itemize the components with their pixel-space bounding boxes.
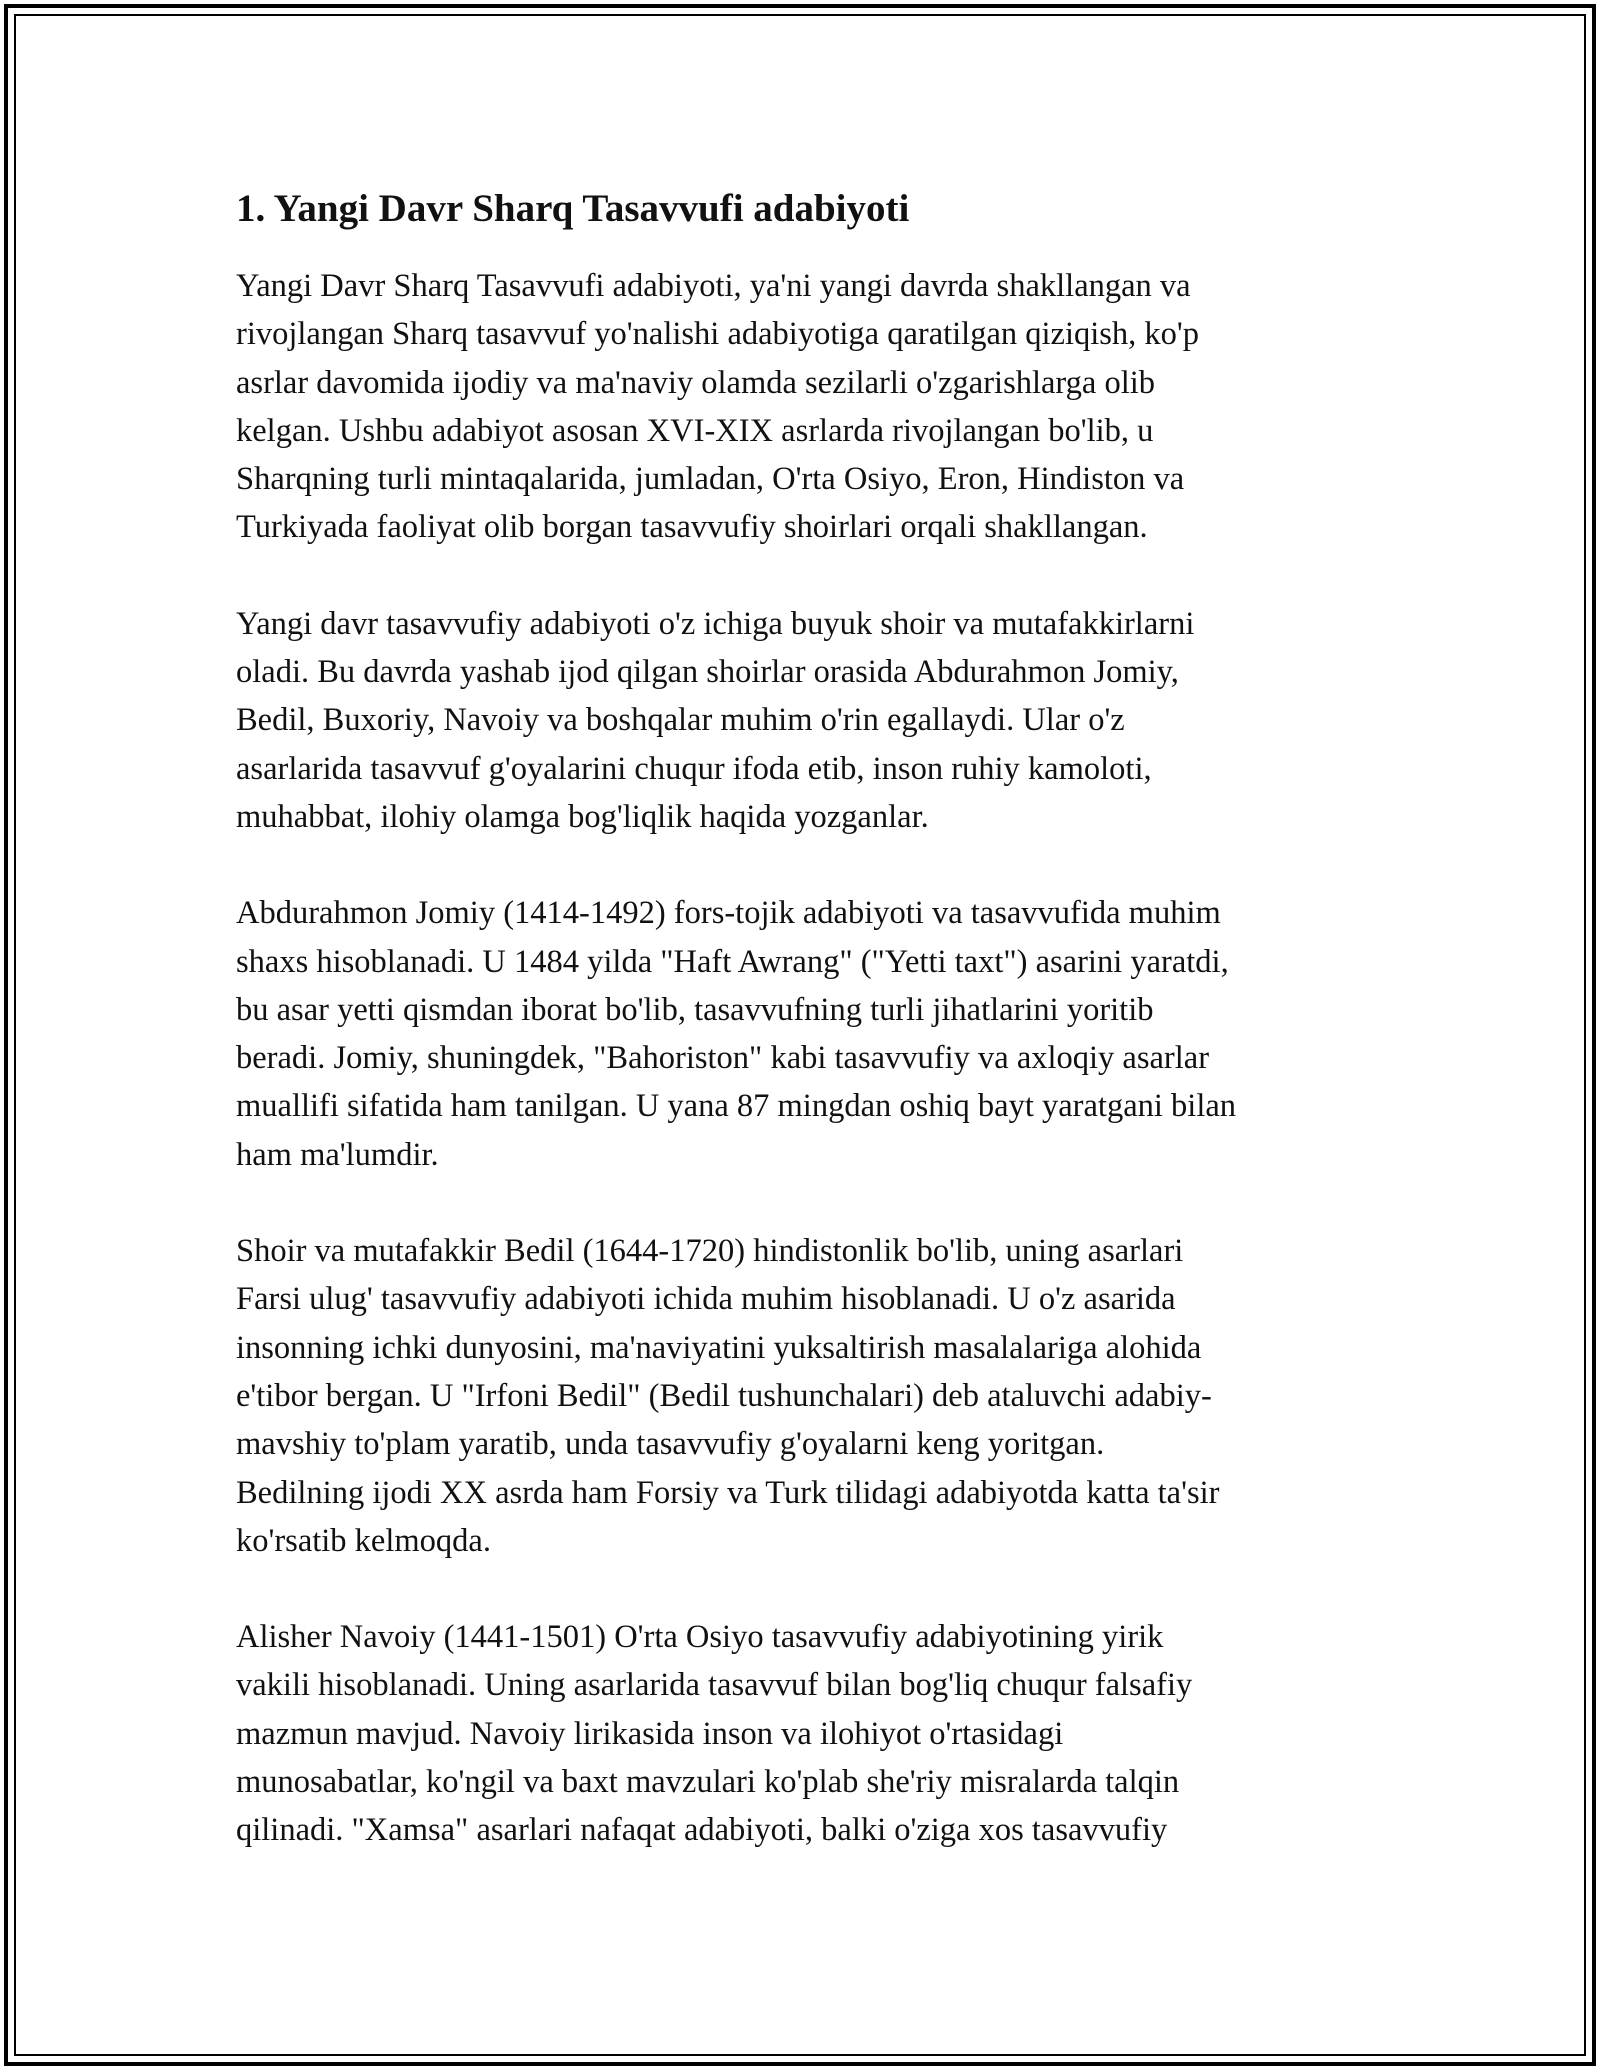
paragraph-bedil: Shoir va mutafakkir Bedil (1644-1720) hindistonlik bo'lib, uning asarlari Farsi ulug' tasavvufiy adabiyoti ichida muhim hisoblanadi. U o'z asarida insonning ichki dunyosini, ma'naviyatini yuksaltirish masalalariga alohida e'tibor bergan. U "Irfoni Bedil" (Bedil tushunchalari) deb ataluvchi adabiy- mavshiy to'plam yaratib, unda tasavvufiy g'oyalarni keng yoritgan. Bedilning ijodi XX asrda ham Forsiy va Turk tilidagi adabiyotda katta ta'sir ko'rsatib kelmoqda. <box>236 1233 1220 1559</box>
paragraph-navoiy: Alisher Navoiy (1441-1501) O'rta Osiyo tasavvufiy adabiyotining yirik vakili hisoblanadi. Uning asarlarida tasavvuf bilan bog'liq chuqur falsafiy mazmun mavjud. Navoiy lirikasida inson va ilohiyot o'rtasidagi munosabatlar, ko'ngil va baxt mavzulari ko'plab she'riy misralarda talqin qilinadi. "Xamsa" asarlari nafaqat adabiyoti, balki o'ziga xos tasavvufiy <box>236 1619 1193 1849</box>
paragraph-poets: Yangi davr tasavvufiy adabiyoti o'z ichiga buyuk shoir va mutafakkirlarni oladi. Bu davrda yashab ijod qilgan shoirlar orasida Abdurahmon Jomiy, Bedil, Buxoriy, Navoiy va boshqalar muhim o'rin egallaydi. Ular o'z asarlarida tasavvuf g'oyalarini chuqur ifoda etib, inson ruhiy kamoloti, muhabbat, ilohiy olamga bog'liqlik haqida yozganlar. <box>236 605 1195 835</box>
document-body <box>236 184 1376 1903</box>
paragraph-intro: Yangi Davr Sharq Tasavvufi adabiyoti, ya'ni yangi davrda shakllangan va rivojlangan Sharq tasavvuf yo'nalishi adabiyotiga qaratilgan qiziqish, ko'p asrlar davomida ijodiy va ma'naviy olamda sezilarli o'zgarishlarga olib kelgan. Ushbu adabiyot asosan XVI-XIX asrlarda rivojlangan bo'lib, u Sharqning turli mintaqalarida, jumladan, O'rta Osiyo, Eron, Hindiston va Turkiyada faoliyat olib borgan tasavvufiy shoirlari orqali shakllangan. <box>236 268 1200 546</box>
paragraph-jomiy: Abdurahmon Jomiy (1414-1492) fors-tojik adabiyoti va tasavvufida muhim shaxs hisoblanadi. U 1484 yilda "Haft Awrang" ("Yetti taxt") asarini yaratdi, bu asar yetti qismdan iborat bo'lib, tasavvufning turli jihatlarini yoritib beradi. Jomiy, shuningdek, "Bahoriston" kabi tasavvufiy va axloqiy asarlar muallifi sifatida ham tanilgan. U yana 87 mingdan oshiq bayt yaratgani bilan ham ma'lumdir. <box>236 895 1237 1173</box>
section-heading: 1. Yangi Davr Sharq Tasavvufi adabiyoti <box>236 187 910 230</box>
